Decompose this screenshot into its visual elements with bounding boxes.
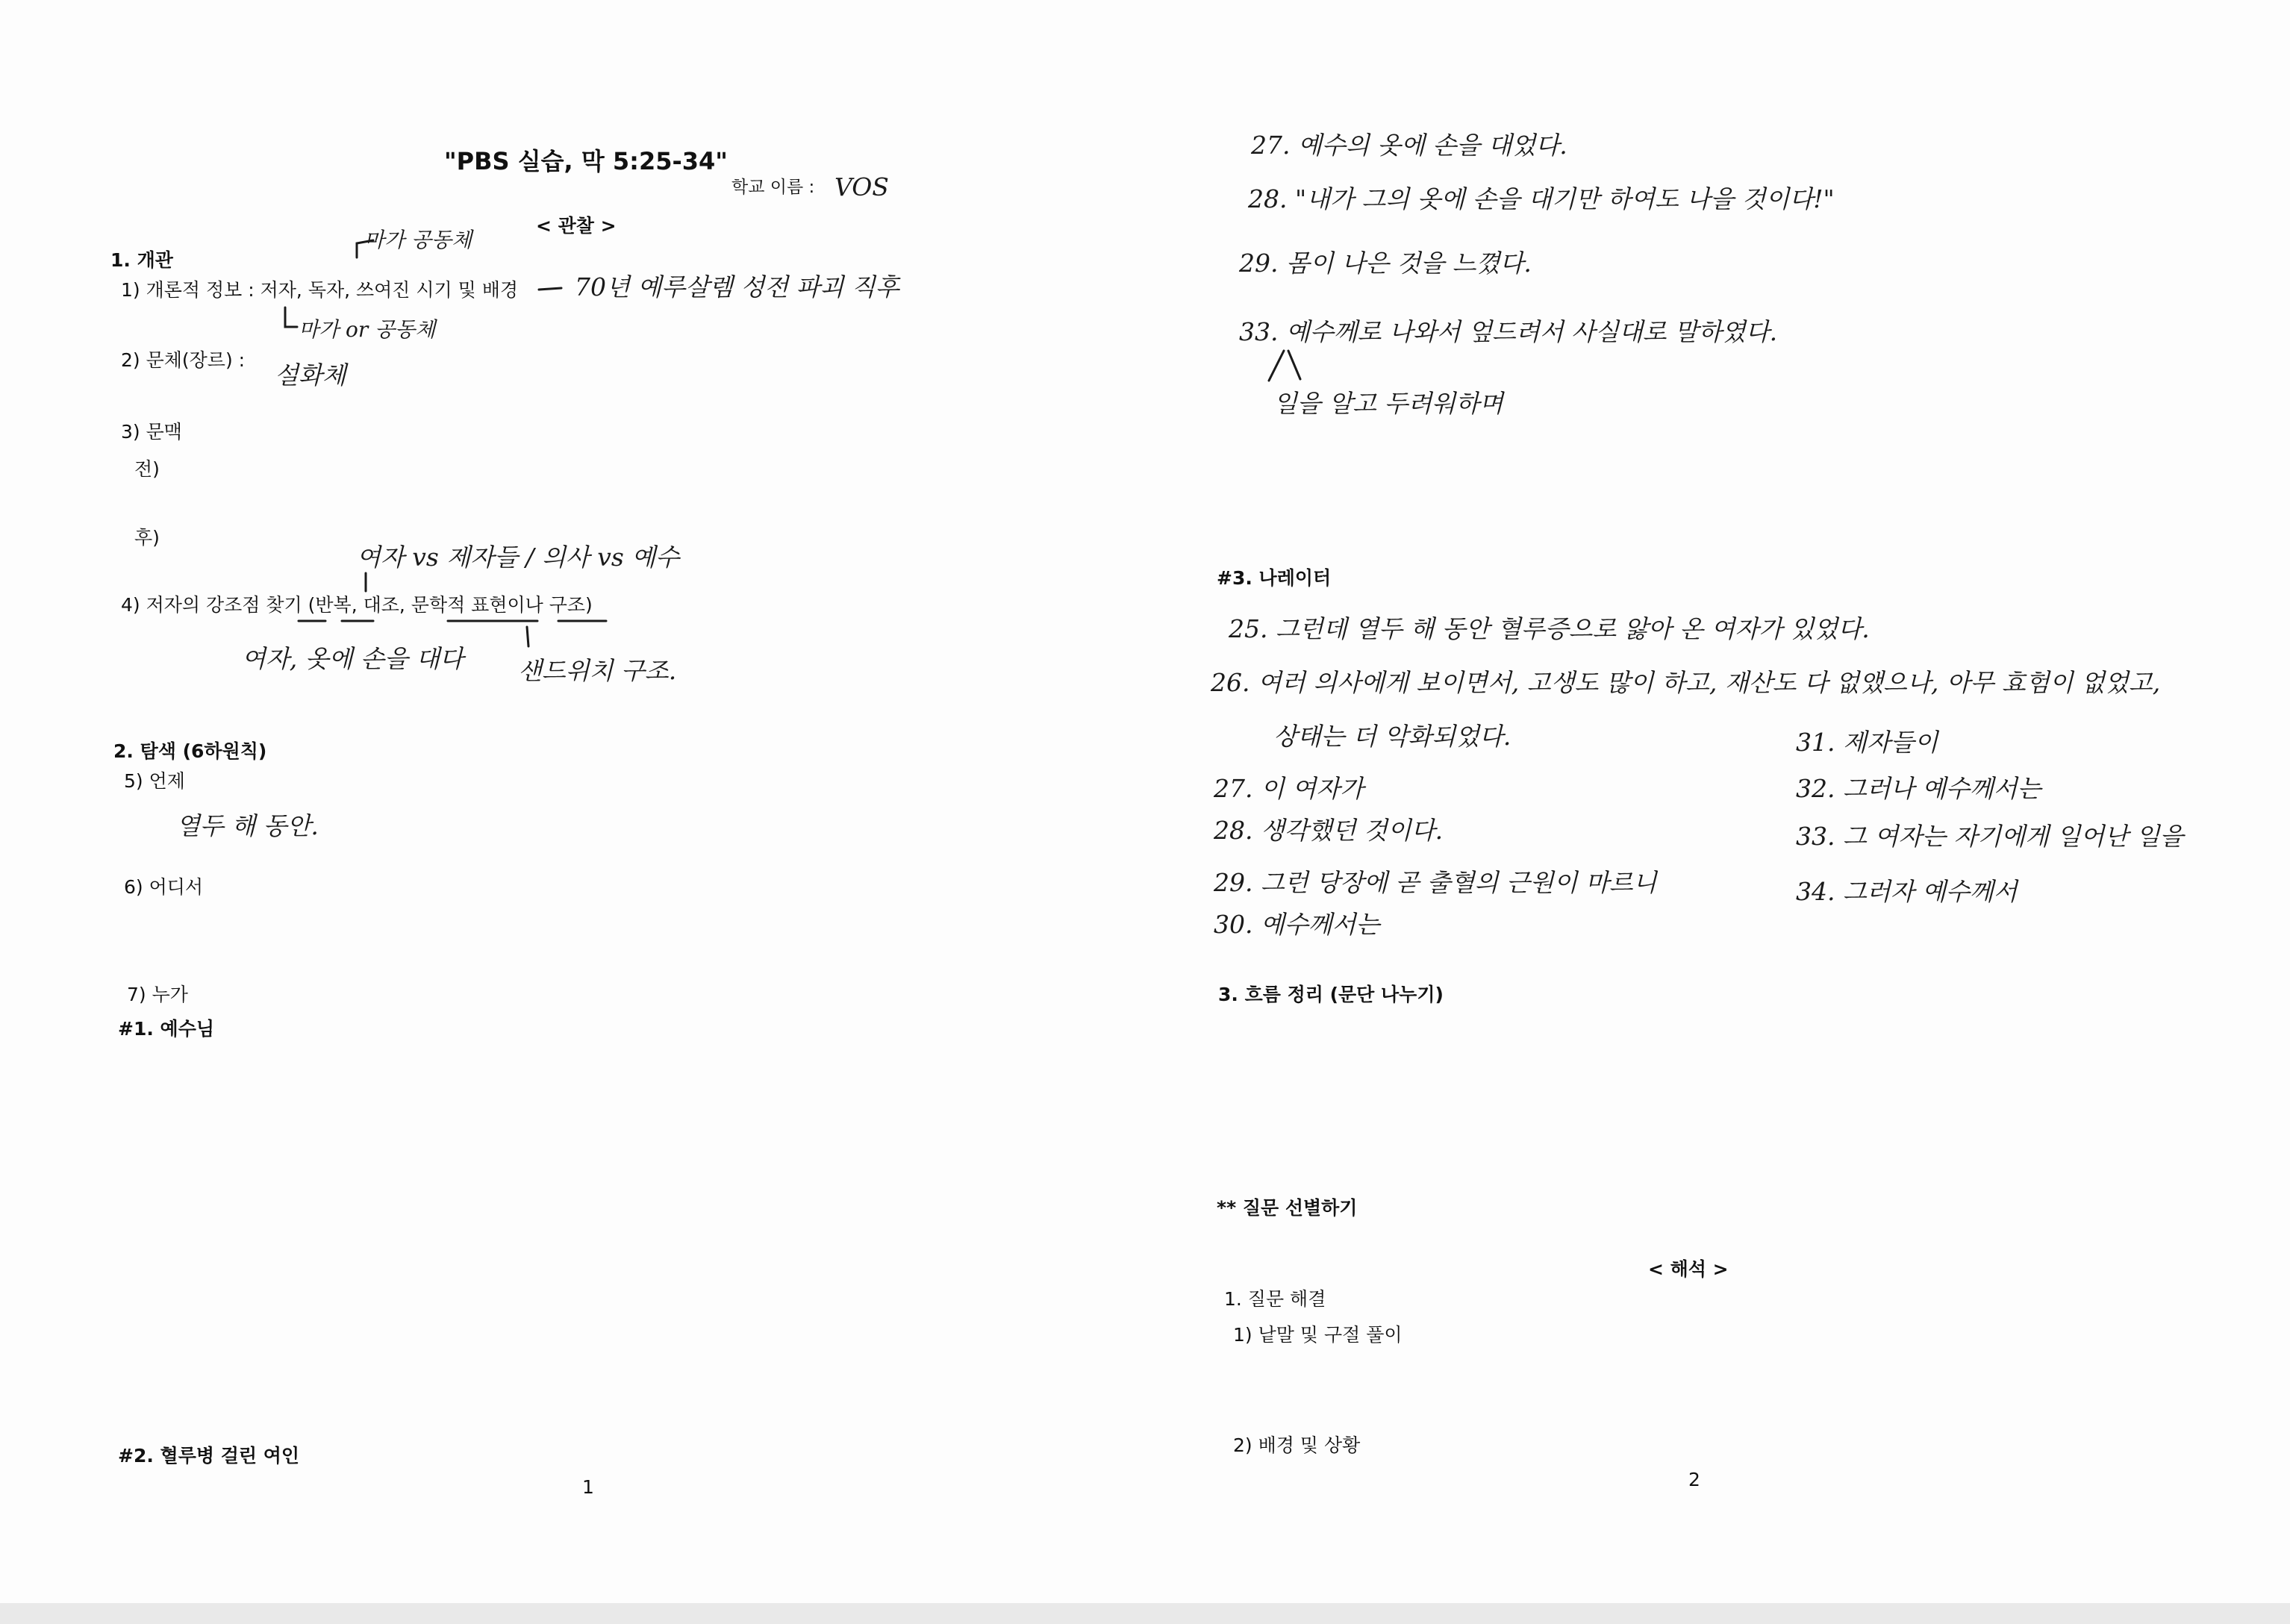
verse-33-insert-mark xyxy=(1269,351,1284,381)
school-name-label: 학교 이름 : xyxy=(731,178,815,197)
who-label: 7) 누가 xyxy=(127,984,188,1005)
handwritten-narrator-26: 26. 여러 의사에게 보이면서, 고생도 많이 하고, 재산도 다 없앴으나, 아무 효험이 없었고, xyxy=(1211,668,2161,697)
handwritten-narrator-30: 30. 예수께서는 xyxy=(1214,910,1380,939)
when-label: 5) 언제 xyxy=(124,770,185,792)
handwritten-verse-29: 29. 몸이 나은 것을 느꼈다. xyxy=(1239,249,1532,278)
handwritten-narrator-26b: 상태는 더 악화되었다. xyxy=(1273,722,1511,751)
handwritten-genre: 설화체 xyxy=(275,360,346,390)
handwritten-narrator-28: 28. 생각했던 것이다. xyxy=(1214,816,1444,845)
page-number-1: 1 xyxy=(582,1476,594,1498)
narrator-heading: #3. 나레이터 xyxy=(1217,567,1332,589)
handwritten-narrator-34: 34. 그러자 예수께서 xyxy=(1796,877,2018,906)
genre-label: 2) 문체(장르) : xyxy=(121,349,246,371)
worksheet-title: "PBS 실습, 막 5:25-34" xyxy=(444,147,728,175)
interpret-heading: < 해석 > xyxy=(1648,1258,1729,1280)
handwritten-verse-27: 27. 예수의 옷에 손을 대었다. xyxy=(1251,131,1567,160)
context-after-label: 후) xyxy=(134,527,160,549)
handwritten-when: 열두 해 동안. xyxy=(176,811,319,840)
question-heading: ** 질문 선별하기 xyxy=(1217,1197,1358,1219)
emphasis-connector-right xyxy=(527,627,528,646)
words-label: 1) 낱말 및 구절 풀이 xyxy=(1233,1324,1403,1346)
intro-info-label: 1) 개론적 정보 : 저자, 독자, 쓰여진 시기 및 배경 xyxy=(121,279,519,301)
observation-heading: < 관찰 > xyxy=(536,215,617,237)
school-name-value: VOS xyxy=(834,172,889,202)
handwritten-narrator-33: 33. 그 여자는 자기에게 일어난 일을 xyxy=(1796,822,2184,851)
handwritten-emphasis-right: 샌드위치 구조. xyxy=(518,656,677,685)
handwritten-narrator-25: 25. 그런데 열두 해 동안 혈루증으로 앓아 온 여자가 있었다. xyxy=(1229,614,1870,643)
scan-edge xyxy=(0,1603,2290,1624)
handwritten-emphasis-top: 여자 vs 제자들 / 의사 vs 예수 xyxy=(357,543,680,572)
where-label: 6) 어디서 xyxy=(124,876,204,898)
handwritten-intro-bottom: 마가 or 공동체 xyxy=(299,317,436,342)
handwritten-verse-33: 33. 예수께로 나와서 엎드려서 사실대로 말하였다. xyxy=(1239,317,1778,346)
verse-33-insert-mark-2 xyxy=(1288,351,1300,379)
page-number-2: 2 xyxy=(1688,1469,1700,1490)
handwritten-narrator-27: 27. 이 여자가 xyxy=(1214,774,1364,803)
emphasis-label: 4) 저자의 강조점 찾기 (반복, 대조, 문학적 표현이나 구조) xyxy=(121,594,593,616)
solve-heading: 1. 질문 해결 xyxy=(1224,1288,1326,1310)
flow-heading: 3. 흐름 정리 (문단 나누기) xyxy=(1218,984,1444,1005)
handwritten-verse-28: 28. "내가 그의 옷에 손을 대기만 하여도 나을 것이다!" xyxy=(1248,184,1835,213)
intro-connector-top xyxy=(357,240,373,257)
handwritten-intro-top: 마가 공동체 xyxy=(364,228,472,252)
intro-dash xyxy=(539,288,561,290)
jesus-heading: #1. 예수님 xyxy=(118,1018,214,1040)
overview-heading: 1. 개관 xyxy=(110,249,173,271)
handwritten-emphasis-left: 여자, 옷에 손을 대다 xyxy=(242,644,464,673)
explore-heading: 2. 탐색 (6하원칙) xyxy=(113,740,267,762)
background-label: 2) 배경 및 상황 xyxy=(1233,1434,1361,1456)
handwritten-intro-main: 70년 예루살렘 성전 파괴 직후 xyxy=(575,272,899,302)
handwritten-verse-33-insert: 일을 알고 두려워하며 xyxy=(1273,389,1503,418)
context-label: 3) 문맥 xyxy=(121,421,182,443)
handwritten-narrator-29: 29. 그런 당장에 곧 출혈의 근원이 마르니 xyxy=(1214,868,1657,897)
intro-connector-bottom xyxy=(285,307,297,327)
woman-heading: #2. 혈루병 걸린 여인 xyxy=(118,1445,300,1467)
context-before-label: 전) xyxy=(134,458,160,480)
handwritten-narrator-31: 31. 제자들이 xyxy=(1796,728,1938,757)
handwritten-narrator-32: 32. 그러나 예수께서는 xyxy=(1796,774,2041,803)
